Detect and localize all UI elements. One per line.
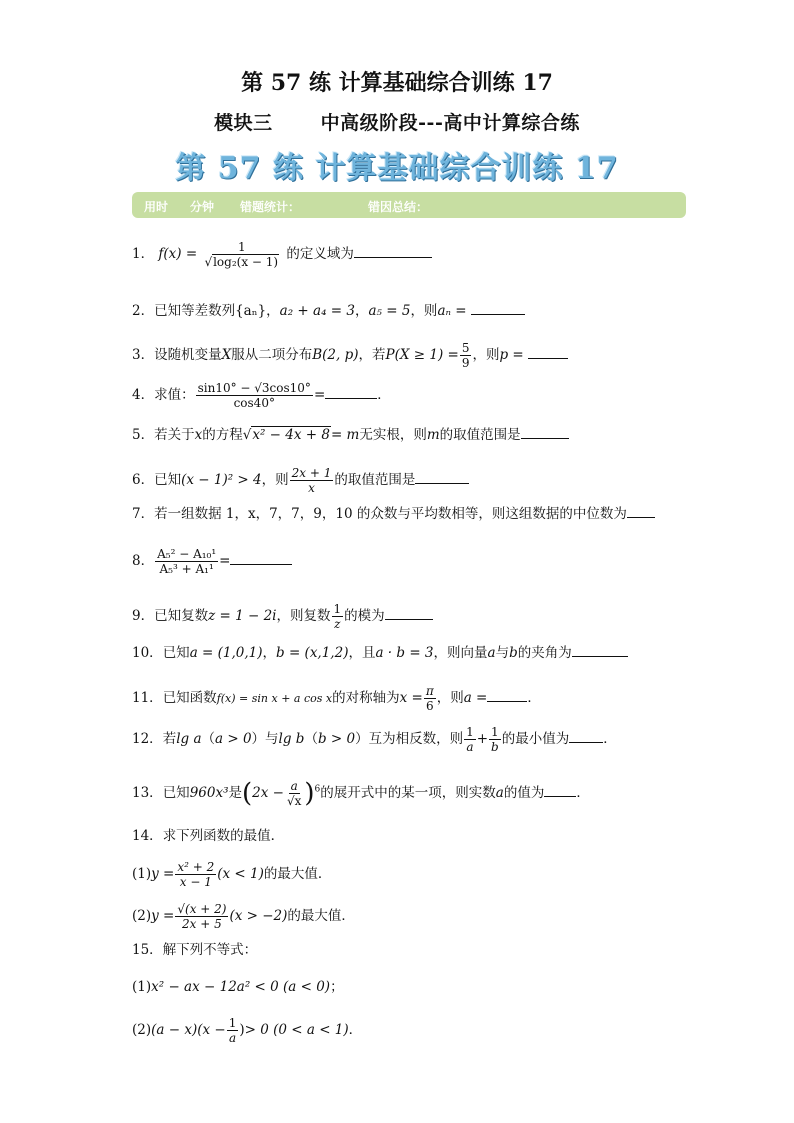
answer-blank [230,552,292,565]
question-text: 的展开式中的某一项，则实数 [320,785,496,801]
question-text: 已知 [154,472,182,488]
numerator: 1 [466,725,474,739]
condition: (x > −2) [229,908,288,924]
question-text: 已知 [162,785,190,801]
fraction [464,725,476,754]
math-expr: b = (x,1,2) [276,645,349,661]
math-expr: b > 0 [317,731,356,747]
answer-blank [627,505,655,518]
math-expr: = m [330,427,360,443]
fraction [202,240,281,269]
math-expr: a = [463,690,488,706]
question-15-part-2 [132,1016,362,1045]
math-expr: p = [499,347,524,363]
part-label: (2) [132,1022,152,1038]
punctuation: ． [603,731,617,747]
banner-title: 第 57 练 计算基础综合训练 17 [175,151,619,186]
question-9 [132,602,433,631]
question-number: 2． [132,303,155,319]
question-14 [132,826,284,846]
question-number: 4． [132,387,155,403]
denominator: A₅³ + A₁¹ [159,562,214,576]
math-expr: a₂ + a₄ = 3 [279,303,355,319]
answer-blank [572,644,628,657]
denominator: 2x + 5 [182,917,222,931]
answer-blank [385,607,433,620]
denominator: a [466,740,474,754]
math-expr: lg b [278,731,305,747]
answer-blank [354,245,432,258]
separator: ， [262,645,277,661]
denominator: 9 [461,356,470,370]
math-expr: a · b = 3 [375,645,434,661]
question-text: 与 [495,645,510,661]
page-title: 第 57 练 计算基础综合训练 17 [241,70,553,96]
punctuation: ． [527,690,541,706]
question-number: 12． [132,731,163,747]
question-text: 已知等差数列{aₙ}， [154,303,280,319]
question-number: 8． [132,553,155,569]
exponent: 6 [314,784,321,795]
question-11 [132,684,541,713]
denominator: x [308,481,315,495]
question-4 [132,381,391,410]
module-label: 模块三 [214,112,273,134]
left-paren: ( [241,778,253,809]
error-summary-label: 错因总结： [368,200,429,214]
question-text: 求值： [154,387,195,403]
question-number: 5． [132,427,155,443]
question-text: 的夹角为 [517,645,572,661]
fraction [489,725,501,754]
question-text: 已知 [162,645,190,661]
question-text: 的取值范围是 [334,472,416,488]
question-text: ，若 [358,347,386,363]
fraction [155,547,218,576]
numerator: 1 [228,1016,237,1030]
question-text: 的定义域为 [286,246,354,262]
question-number: 1． [132,246,155,262]
math-expr: y = [151,908,175,924]
fraction [175,860,216,889]
punctuation: ． [377,387,391,403]
question-text: 若一组数据 1，x，7，7，9，10 的众数与平均数相等，则这组数据的中位数为 [154,506,627,522]
math-expr: f(x) = sin x + a cos x [216,692,333,705]
math-expr: 960x³ [189,785,229,801]
denominator: cos40° [233,396,275,410]
question-number: 3． [132,347,155,363]
math-expr: y = [151,866,175,882]
equals-sign: = [313,387,326,403]
fraction [332,602,344,631]
question-text: （ [201,731,215,747]
answer-blank [471,302,525,315]
math-expr: lg a [176,731,202,747]
answer-blank [569,730,603,743]
math-expr: f(x) = [158,246,198,262]
part-label: (1) [132,979,152,995]
question-text: ，则向量 [433,645,488,661]
math-var: x [194,427,203,443]
condition: (x < 1) [217,866,264,882]
math-expr: B(2, p) [312,347,359,363]
math-expr: a > 0 [215,731,252,747]
stage-label: 中高级阶段---高中计算综合练 [320,112,580,134]
time-label: 用时 [144,200,169,214]
answer-blank [487,689,527,702]
question-text: ，则 [472,347,500,363]
radicand: x² − 4x + 8 [252,427,330,443]
question-1 [132,240,432,269]
question-number: 10． [132,645,163,661]
question-3 [132,341,568,370]
numerator: 1 [237,240,246,254]
fraction [424,684,436,713]
fraction [175,902,228,931]
question-text: ，且 [348,645,376,661]
question-14-part-2 [132,902,355,931]
punctuation: ． [576,785,590,801]
denominator: b [491,740,499,754]
math-expr: (x − [197,1022,226,1038]
right-paren: ) [239,1022,245,1038]
right-paren: ) [304,778,315,809]
math-expr: > 0 (0 < a < 1) [244,1022,349,1038]
question-text: 无实根，则 [359,427,427,443]
numerator: 5 [461,341,470,355]
minutes-label: 分钟 [190,200,215,214]
answer-blank [528,346,568,359]
numerator: 1 [491,725,499,739]
question-14-part-1 [132,860,331,889]
answer-blank [325,386,377,399]
numerator: 2x + 1 [291,466,332,480]
radicand: log₂(x − 1) [213,255,279,269]
numerator: x² + 2 [177,860,215,874]
math-var: a [495,785,504,801]
question-text: 求下列函数的最值． [162,828,285,844]
question-text: 服从二项分布 [231,347,313,363]
answer-blank [544,784,576,797]
question-text: ，则 [261,472,289,488]
question-number: 13． [132,785,163,801]
numerator: A₅² − A₁₀¹ [157,547,217,561]
question-text: 的模为 [344,608,385,624]
equals-sign: = [219,553,231,569]
math-var: m [426,427,440,443]
question-text: 是 [228,785,242,801]
separator: ， [354,303,369,319]
math-var: a [487,645,496,661]
question-text: 的最大值． [287,908,355,924]
question-text: 若 [162,731,177,747]
question-text: ，则复数 [276,608,331,624]
question-text: ）与 [251,731,279,747]
fraction [285,779,303,808]
question-13 [132,779,590,808]
math-expr: aₙ = [437,303,467,319]
question-text: 的取值范围是 [439,427,521,443]
math-expr: P(X ≥ 1) = [385,347,459,363]
denominator: √log₂(x − 1) [204,255,279,269]
question-text: 已知函数 [162,690,217,706]
fraction [460,341,472,370]
math-expr: 2x − [252,785,284,801]
math-expr: a₅ = 5 [368,303,411,319]
math-expr: z = 1 − 2i [208,608,277,624]
question-15 [132,940,257,960]
punctuation: ； [330,979,344,995]
question-text: 解下列不等式： [162,942,258,958]
fraction [227,1016,239,1045]
math-expr: x = [399,690,423,706]
question-text: ）互为相反数，则 [355,731,464,747]
part-label: (2) [132,908,152,924]
question-text: 若关于 [154,427,195,443]
question-text: （ [304,731,318,747]
question-text: 设随机变量 [154,347,222,363]
denominator: 6 [425,699,434,713]
question-7 [132,504,655,524]
question-text: 的值为 [503,785,545,801]
question-number: 6． [132,472,155,488]
part-label: (1) [132,866,152,882]
module-subtitle [0,108,794,135]
numerator: √(x + 2) [177,902,227,916]
math-expr: x² − ax − 12a² < 0 (a < 0) [151,979,331,995]
question-number: 9． [132,608,155,624]
math-expr: (a − x) [151,1022,198,1038]
plus-sign: + [476,731,489,747]
fraction [290,466,334,495]
error-count-label: 错题统计： [240,200,301,214]
record-bar [132,192,686,218]
question-text: 的对称轴为 [332,690,400,706]
question-text: ，则 [410,303,438,319]
question-text: ，则 [436,690,464,706]
question-number: 15． [132,942,163,958]
answer-blank [415,471,469,484]
answer-blank [521,426,569,439]
question-15-part-1 [132,977,344,997]
fraction [196,381,313,410]
question-2 [132,301,525,321]
punctuation: ． [348,1022,363,1038]
numerator: a [290,779,298,793]
numerator: 1 [333,602,342,616]
question-6 [132,466,469,495]
question-text: 的最大值． [263,866,332,882]
math-var: b [509,645,518,661]
question-number: 7． [132,506,155,522]
question-text: 的方程 [202,427,243,443]
math-expr: (x − 1)² > 4 [181,472,262,488]
numerator: π [425,684,434,698]
question-5: 5．若关于x的方程√x² − 4x + 8= m无实根，则m的取值范围是 [132,425,569,445]
math-var: X [221,347,232,363]
question-12 [132,725,617,754]
question-8 [132,547,292,576]
numerator: sin10° − √3cos10° [197,381,311,395]
question-text: 已知复数 [154,608,209,624]
question-number: 11． [132,690,163,706]
denominator: √x [286,794,302,808]
denominator: a [228,1031,237,1045]
question-10 [132,643,628,663]
denominator: z [334,617,341,631]
question-number: 14． [132,828,163,844]
math-expr: a = (1,0,1) [189,645,263,661]
question-text: 的最小值为 [501,731,570,747]
denominator: x − 1 [179,875,212,889]
